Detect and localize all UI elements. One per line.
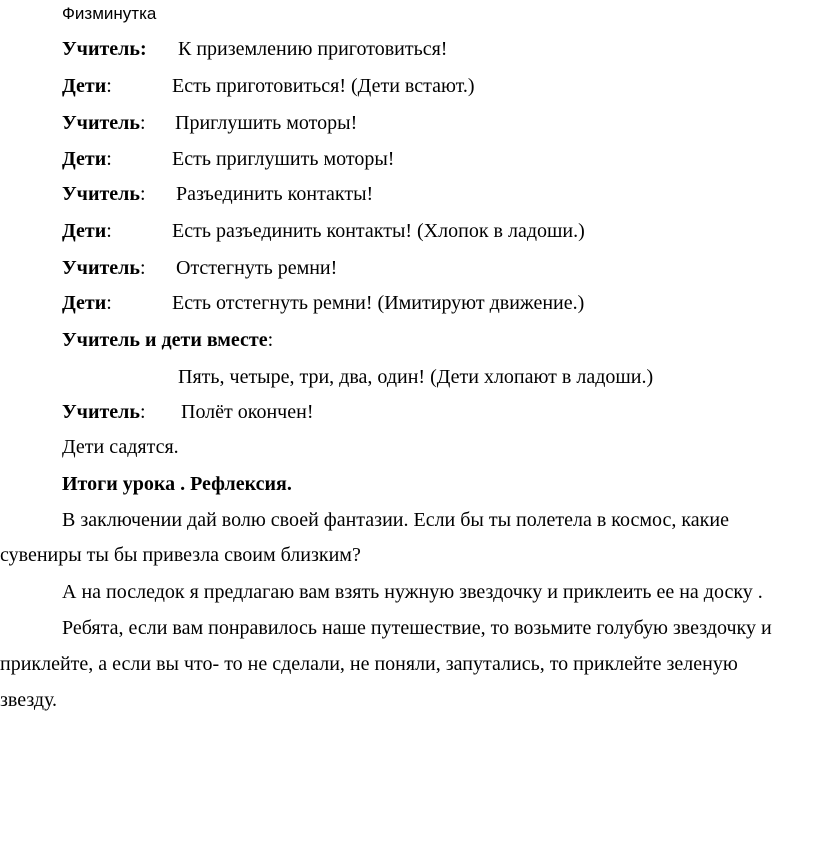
speaker-name: Учитель [62,257,140,279]
speaker-name: Учитель [62,401,140,423]
dialogue-line: Дети: [62,292,112,314]
dialogue-text: Есть приглушить моторы! [172,148,395,170]
speaker-name: Дети [62,75,107,97]
paragraph-line: В заключении дай волю своей фантазии. Если бы ты полетела в космос, какие [62,509,729,531]
dialogue-text: Есть отстегнуть ремни! (Имитируют движение.) [172,292,585,314]
stage-direction: Дети садятся. [62,436,179,458]
dialogue-line: Учитель: [62,257,146,279]
summary-heading: Итоги урока . Рефлексия. [62,473,292,495]
speaker-name: Учитель [62,183,140,205]
speaker-name: Дети [62,220,107,242]
dialogue-line: Дети: [62,75,112,97]
together-text: Пять, четыре, три, два, один! (Дети хлопают в ладоши.) [178,366,654,388]
paragraph-line: А на последок я предлагаю вам взять нужную звездочку и приклеить ее на доску . [62,581,763,603]
speaker-name: Дети [62,148,107,170]
dialogue-line: Учитель: [62,401,146,423]
speaker-name: Дети [62,292,107,314]
paragraph-line: Ребята, если вам понравилось наше путешествие, то возьмите голубую звездочку и [62,617,772,639]
paragraph-line: приклейте, а если вы что- то не сделали, не поняли, запутались, то приклейте зеленую [0,653,738,675]
dialogue-line [62,37,147,61]
speaker-name: Учитель и дети вместе [62,329,268,351]
dialogue-text: К приземлению приготовиться! [178,38,448,60]
dialogue-line: Дети: [62,148,112,170]
dialogue-line: Дети: [62,220,112,242]
paragraph-line: сувениры ты бы привезла своим близким? [0,544,361,566]
dialogue-line: Учитель: [62,112,146,134]
dialogue-text: Отстегнуть ремни! [176,257,338,279]
dialogue-text: Есть разъединить контакты! (Хлопок в ладоши.) [172,220,585,242]
section-title: Физминутка [62,4,157,23]
speaker-name: Учитель [62,112,140,134]
paragraph-line: звезду. [0,689,58,711]
dialogue-text: Разъединить контакты! [176,183,374,205]
dialogue-text: Есть приготовиться! (Дети встают.) [172,75,475,97]
dialogue-line: Учитель: [62,183,146,205]
together-line: Учитель и дети вместе: [62,329,274,351]
speaker-name: Учитель: [62,38,147,60]
dialogue-text: Полёт окончен! [181,401,314,423]
dialogue-text: Приглушить моторы! [175,112,358,134]
